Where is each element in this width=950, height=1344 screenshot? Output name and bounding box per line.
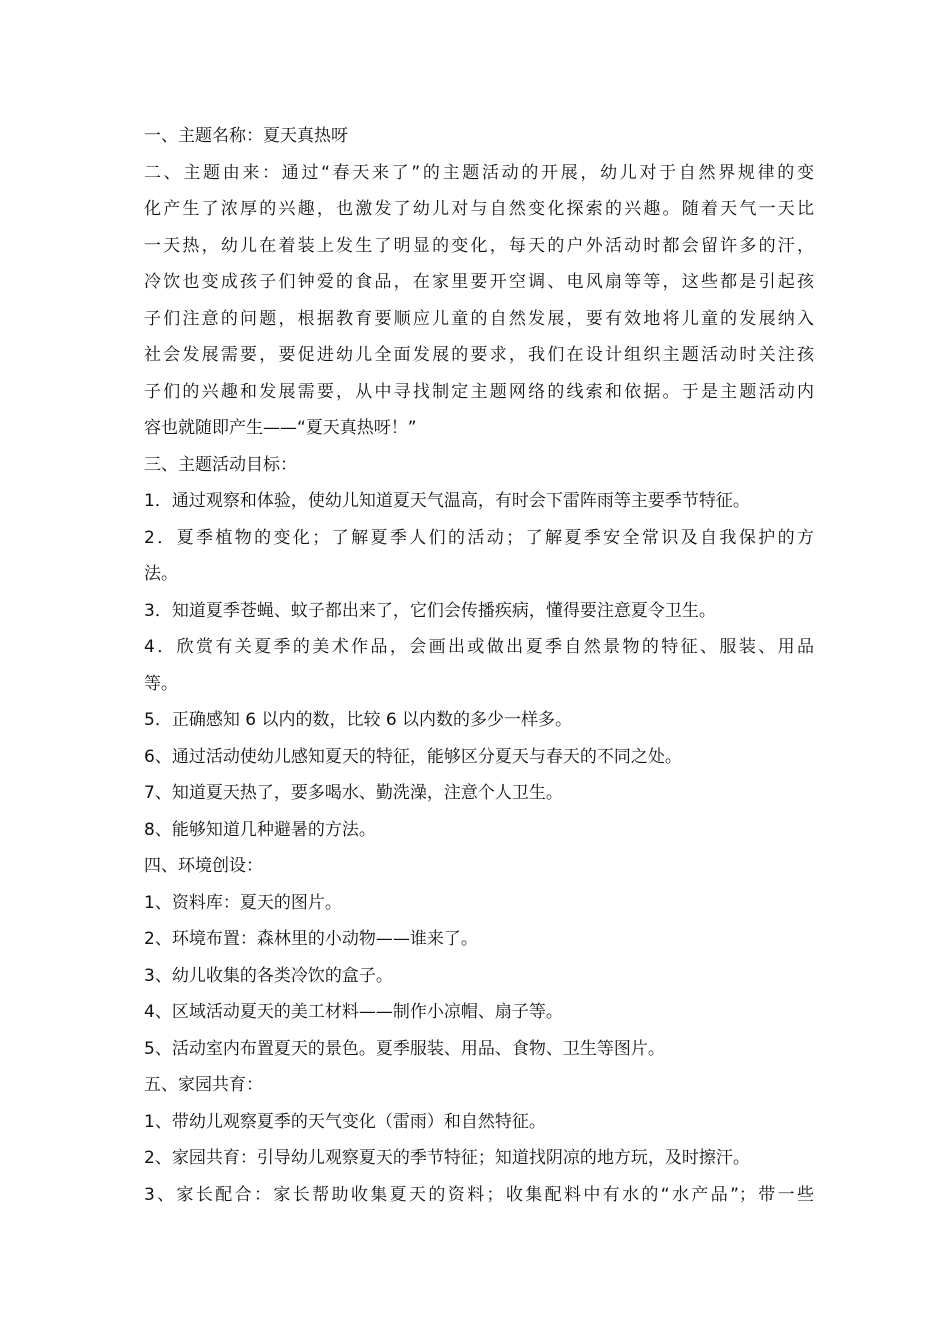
list-item: 1、资料库：夏天的图片。 (144, 892, 342, 913)
list-item-continuation: 法。 (144, 564, 178, 584)
list-item: 2、环境布置：森林里的小动物——谁来了。 (144, 929, 478, 949)
list-item: 5．正确感知 6 以内的数，比较 6 以内数的多少一样多。 (144, 710, 573, 730)
list-item: 6、通过活动使幼儿感知夏天的特征，能够区分夏天与春天的不同之处。 (144, 746, 682, 767)
list-item: 5、活动室内布置夏天的景色。夏季服装、用品、食物、卫生等图片。 (144, 1038, 665, 1059)
list-item: 4．欣赏有关夏季的美术作品，会画出或做出夏季自然景物的特征、服装、用品 (144, 637, 814, 657)
list-item-continuation: 等。 (144, 673, 178, 694)
paragraph-line: 子们的兴趣和发展需要，从中寻找制定主题网络的线索和依据。于是主题活动内 (144, 381, 814, 402)
list-item: 2．夏季植物的变化；了解夏季人们的活动；了解夏季安全常识及自我保护的方 (144, 527, 814, 548)
paragraph-line: 一天热，幼儿在着装上发生了明显的变化，每天的户外活动时都会留许多的汗， (144, 235, 814, 256)
paragraph-line: 二、主题由来：通过“春天来了”的主题活动的开展，幼儿对于自然界规律的变 (144, 162, 814, 183)
document-body (144, 118, 814, 1213)
list-item: 8、能够知道几种避暑的方法。 (144, 819, 376, 840)
paragraph-line: 容也就随即产生——“夏天真热呀！” (144, 418, 417, 438)
list-item: 3、家长配合：家长帮助收集夏天的资料；收集配料中有水的“水产品”；带一些 (144, 1184, 814, 1205)
section-heading-environment: 四、环境创设： (144, 856, 263, 876)
paragraph-line: 冷饮也变成孩子们钟爱的食品，在家里要开空调、电风扇等等，这些都是引起孩 (144, 272, 814, 292)
section-heading-theme-name: 一、主题名称：夏天真热呀 (144, 126, 348, 146)
list-item: 3．知道夏季苍蝇、蚊子都出来了，它们会传播疾病，懂得要注意夏令卫生。 (144, 600, 716, 621)
paragraph-line: 社会发展需要，要促进幼儿全面发展的要求，我们在设计组织主题活动时关注孩 (144, 345, 814, 365)
paragraph-line: 子们注意的问题，根据教育要顺应儿童的自然发展，要有效地将儿童的发展纳入 (144, 308, 814, 329)
list-item: 2、家园共育：引导幼儿观察夏天的季节特征；知道找阴凉的地方玩，及时擦汗。 (144, 1148, 750, 1168)
list-item: 3、幼儿收集的各类冷饮的盒子。 (144, 965, 393, 986)
section-heading-goals: 三、主题活动目标： (144, 454, 297, 475)
list-item: 1、带幼儿观察夏季的天气变化（雷雨）和自然特征。 (144, 1111, 546, 1132)
section-heading-home-school: 五、家园共育： (144, 1075, 263, 1095)
list-item: 1．通过观察和体验，使幼儿知道夏天气温高，有时会下雷阵雨等主要季节特征。 (144, 491, 750, 511)
paragraph-line: 化产生了浓厚的兴趣，也激发了幼儿对与自然变化探索的兴趣。随着天气一天比 (144, 199, 814, 219)
list-item: 4、区域活动夏天的美工材料——制作小凉帽、扇子等。 (144, 1002, 563, 1022)
list-item: 7、知道夏天热了，要多喝水、勤洗澡，注意个人卫生。 (144, 783, 563, 803)
